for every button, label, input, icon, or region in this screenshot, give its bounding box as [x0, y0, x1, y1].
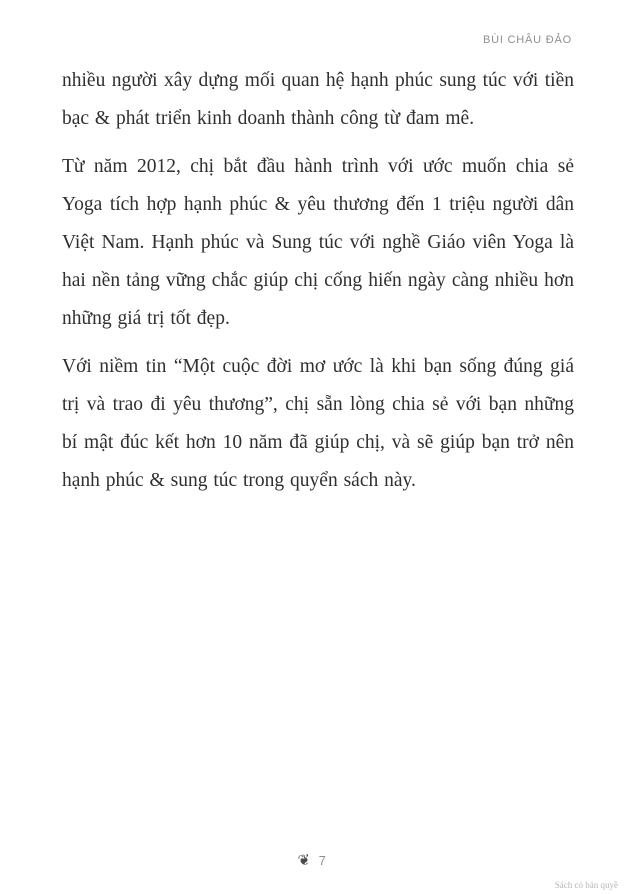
page-content [62, 62, 574, 510]
paragraph: Từ năm 2012, chị bắt đầu hành trình với ước muốn chia sẻ Yoga tích hợp hạnh phúc & yêu thương đến 1 triệu người dân Việt Nam. Hạnh phúc và Sung túc với nghề Giáo viên Yoga là hai nền tảng vững chắc giúp chị cống hiến ngày càng nhiều hơn những giá trị tốt đẹp. [62, 156, 574, 329]
paragraph: nhiều người xây dựng mối quan hệ hạnh phúc sung túc với tiền bạc & phát triển kinh doanh thành công từ đam mê. [62, 70, 574, 129]
running-header: BÙI CHÂU ĐẢO [482, 34, 572, 46]
floral-ornament-icon: ❦ [296, 850, 312, 870]
page-footer [0, 850, 624, 870]
paragraph: Với niềm tin “Một cuộc đời mơ ước là khi bạn sống đúng giá trị và trao đi yêu thương”, chị sẵn lòng chia sẻ với bạn những bí mật đúc kết hơn 10 năm đã giúp chị, và sẽ giúp bạn trở nên hạnh phúc & sung túc trong quyển sách này. [62, 356, 574, 491]
copyright-watermark: Sách có bản quyề [554, 880, 618, 890]
page-number: 7 [318, 853, 326, 868]
